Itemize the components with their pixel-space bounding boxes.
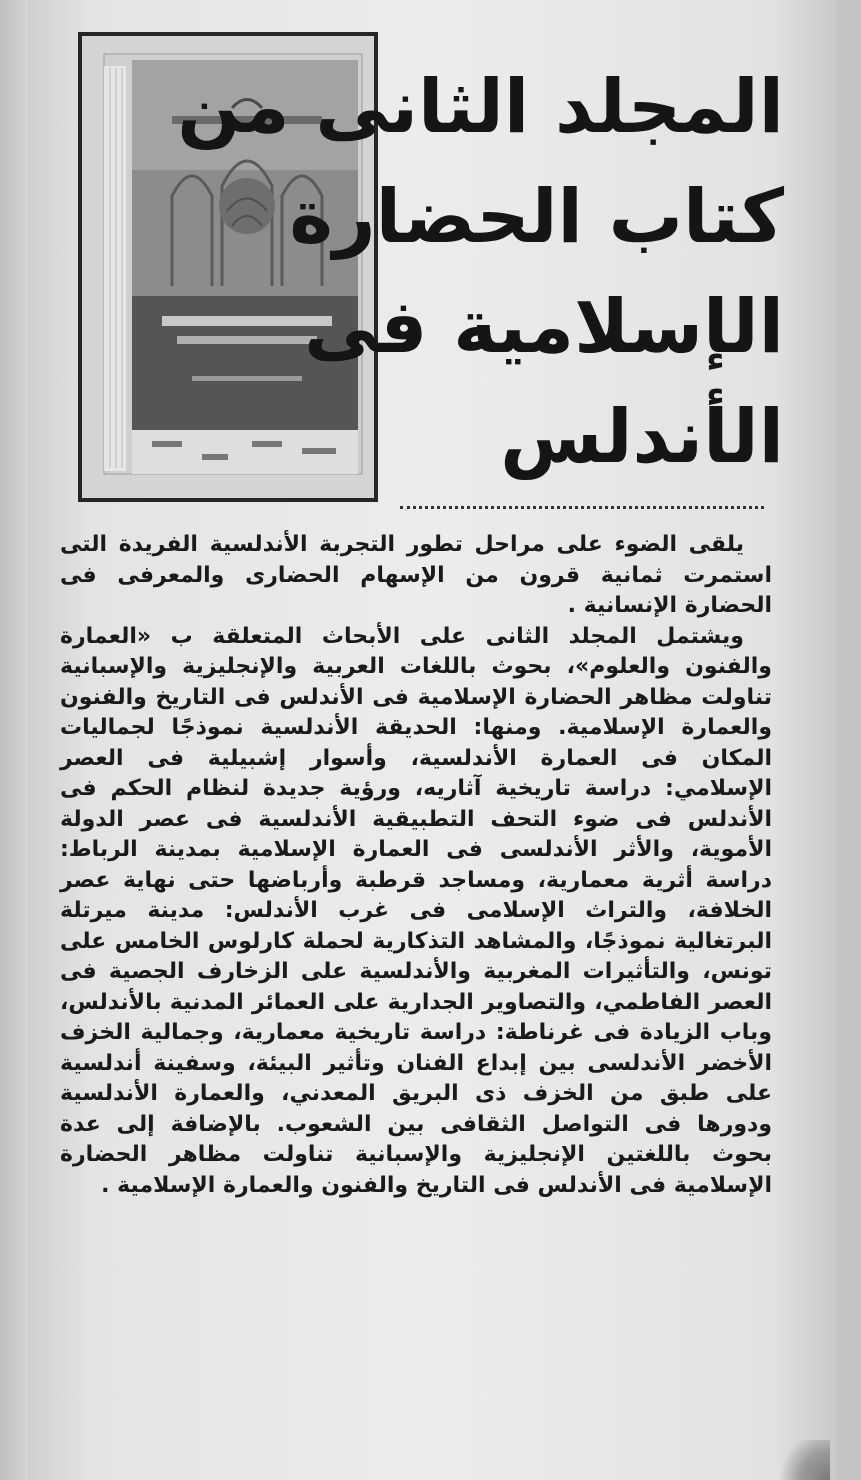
headline-divider: [400, 506, 764, 509]
headline-line-4: الأندلس: [500, 394, 784, 480]
headline-line-3: الإسلامية فى: [304, 284, 784, 370]
headline-line-2: كتاب الحضارة: [289, 174, 784, 260]
page-edge-left: [0, 0, 28, 1480]
page-edge-right: [836, 0, 861, 1480]
article-body: [60, 530, 772, 1201]
article-paragraph-1: يلقى الضوء على مراحل تطور التجربة الأندلسية الفريدة التى استمرت ثمانية قرون من الإسهام الحضارى والمعرفى فى الحضارة الإنسانية .: [60, 532, 772, 618]
page-corner-shadow: [770, 1440, 830, 1480]
headline: [177, 52, 784, 492]
headline-line-1: المجلد الثانى من: [177, 64, 784, 150]
article-paragraph-2: ويشتمل المجلد الثانى على الأبحاث المتعلقة ب «العمارة والفنون والعلوم»، بحوث باللغات العربية والإنجليزية والإسبانية تناولت مظاهر الحضارة الإسلامية فى الأندلس فى التاريخ والفنون والعمارة الإسلامية. ومنها: الحديقة الأندلسية نموذجًا لجماليات المكان فى العمارة الأندلسية، وأسوار إشبيلية فى العصر الإسلامي: دراسة تاريخية آثاريه، ورؤية جديدة لنظام الحكم فى الأندلس فى ضوء التحف التطبيقية الأندلسية فى عصر الدولة الأموية، والأثر الأندلسى فى العمارة الإسلامية بمدينة الرباط: دراسة أثرية معمارية، ومساجد قرطبة وأرباضها حتى نهاية عصر الخلافة، والتراث الإسلامى فى غرب الأندلس: مدينة ميرتلة البرتغالية نموذجًا، والمشاهد التذكارية لحملة كارلوس الخامس على تونس، والتأثيرات المغربية والأندلسية على الزخارف الجصية فى العصر الفاطمي، والتصاوير الجدارية على العمائر المدنية بالأندلس، وباب الزيادة فى غرناطة: دراسة تاريخية معمارية، وجمالية الخزف الأخضر الأندلسى بين إبداع الفنان وتأثير البيئة، وسفينة أندلسية على طبق من الخزف ذى البريق المعدني، والعمارة الأندلسية ودورها فى التواصل الثقافى بين الشعوب. بالإضافة إلى عدة بحوث باللغتين الإنجليزية والإسبانية تناولت مظاهر الحضارة الإسلامية فى الأندلس فى التاريخ والفنون والعمارة الإسلامية .: [60, 623, 772, 1198]
